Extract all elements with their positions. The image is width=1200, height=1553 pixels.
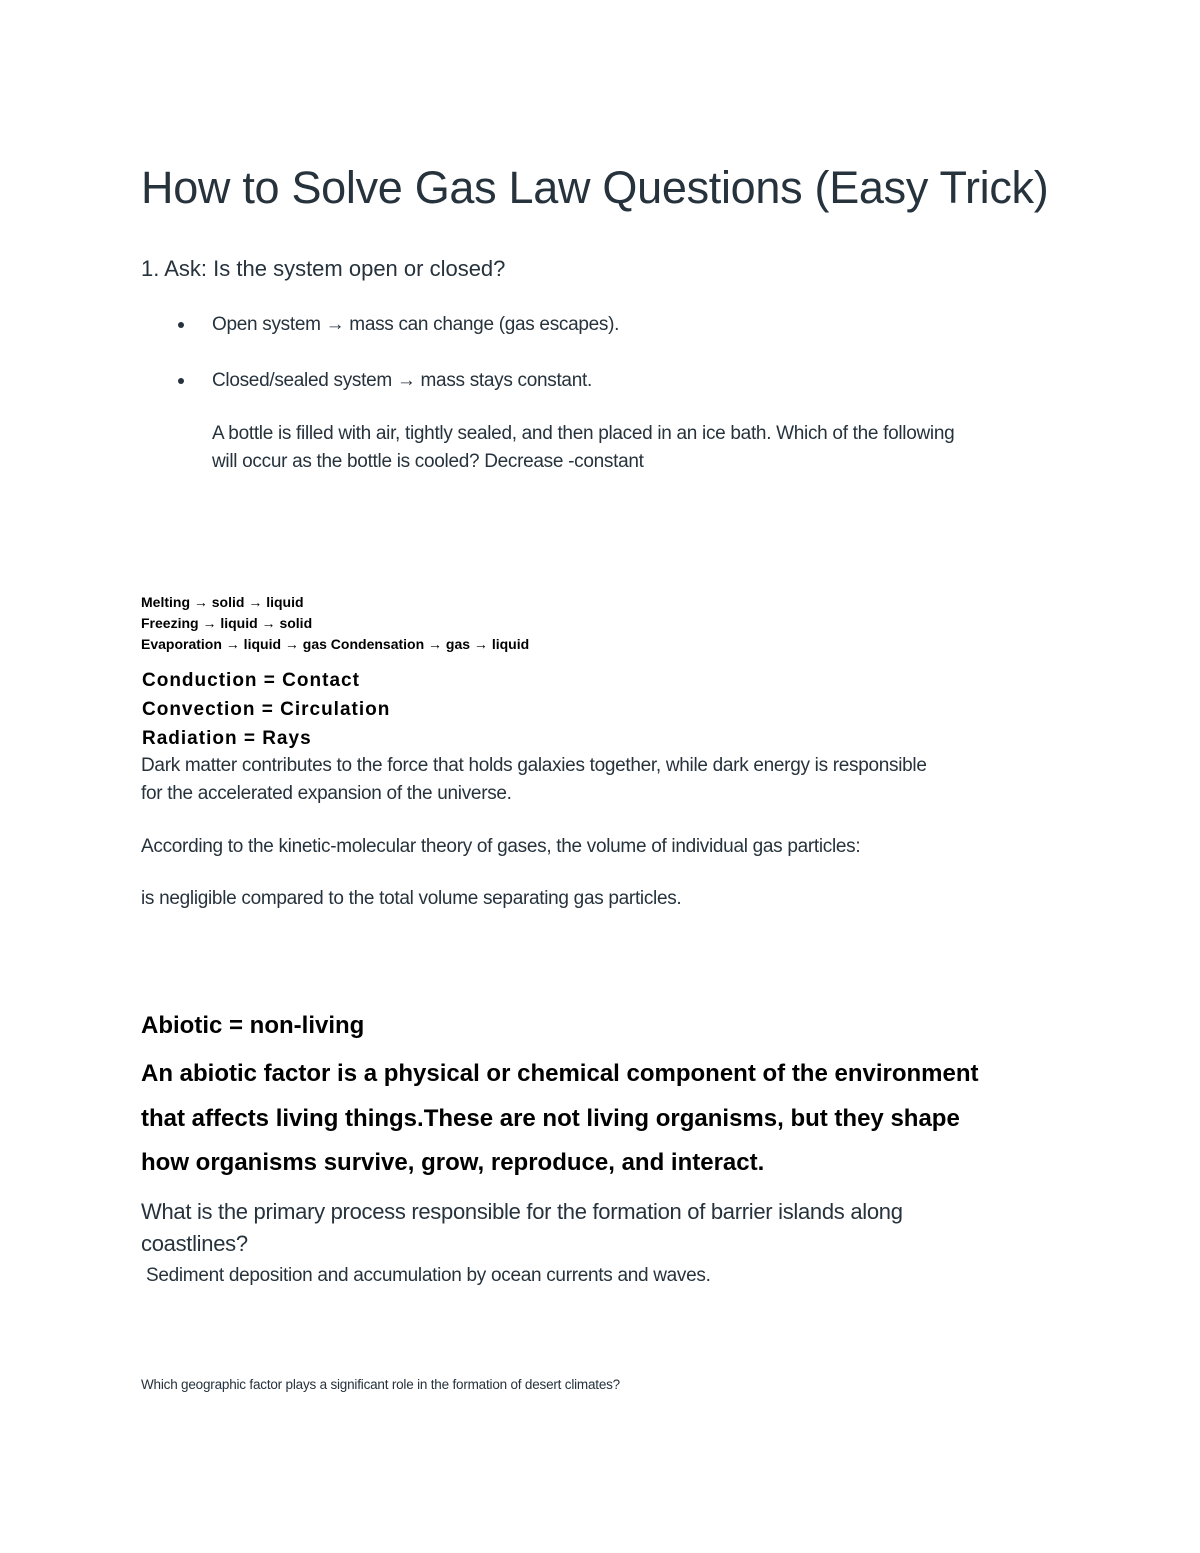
- kmt-answer: is negligible compared to the total volume separating gas particles.: [141, 888, 682, 909]
- heat-conduction: Conduction = Contact: [142, 670, 360, 691]
- dark-matter-line-2: for the accelerated expansion of the universe.: [141, 783, 512, 804]
- page-title: How to Solve Gas Law Questions (Easy Trick): [141, 162, 1049, 213]
- abiotic-heading: Abiotic = non-living: [141, 1012, 365, 1039]
- abiotic-line-3: how organisms survive, grow, reproduce, and interact.: [141, 1149, 765, 1176]
- bottle-question-line-1: A bottle is filled with air, tightly sealed, and then placed in an ice bath. Which of the following: [212, 423, 955, 444]
- heat-convection: Convection = Circulation: [142, 699, 391, 720]
- abiotic-definition: [141, 1052, 979, 1186]
- abiotic-line-2: that affects living things.These are not living organisms, but they shape: [141, 1104, 960, 1132]
- bullet-dot-icon: [178, 322, 184, 328]
- barrier-question-line-2: coastlines?: [141, 1231, 248, 1256]
- kmt-question: According to the kinetic-molecular theory of gases, the volume of individual gas particles:: [141, 836, 861, 857]
- phase-melting: Melting → solid → liquid: [141, 594, 304, 610]
- bullet-closed-system: Closed/sealed system → mass stays constant.: [212, 370, 592, 391]
- phase-evaporation-condensation: Evaporation → liquid → gas Condensation → gas → liquid: [141, 636, 530, 652]
- desert-question: Which geographic factor plays a significant role in the formation of desert climates?: [141, 1377, 620, 1392]
- bottle-question-line-2: will occur as the bottle is cooled? Decrease -constant: [212, 451, 644, 472]
- dark-matter-line-1: Dark matter contributes to the force that holds galaxies together, while dark energy is responsible: [141, 755, 927, 776]
- heat-radiation: Radiation = Rays: [142, 728, 312, 749]
- abiotic-line-1: An abiotic factor is a physical or chemical component of the environment: [141, 1060, 979, 1087]
- bullet-dot-icon: [178, 378, 184, 384]
- step1-heading: 1. Ask: Is the system open or closed?: [141, 256, 506, 281]
- barrier-question-line-1: What is the primary process responsible for the formation of barrier islands along: [141, 1199, 903, 1224]
- barrier-answer: Sediment deposition and accumulation by ocean currents and waves.: [141, 1265, 711, 1286]
- bullet-open-system: Open system → mass can change (gas escapes).: [212, 314, 620, 335]
- phase-freezing: Freezing → liquid → solid: [141, 615, 313, 631]
